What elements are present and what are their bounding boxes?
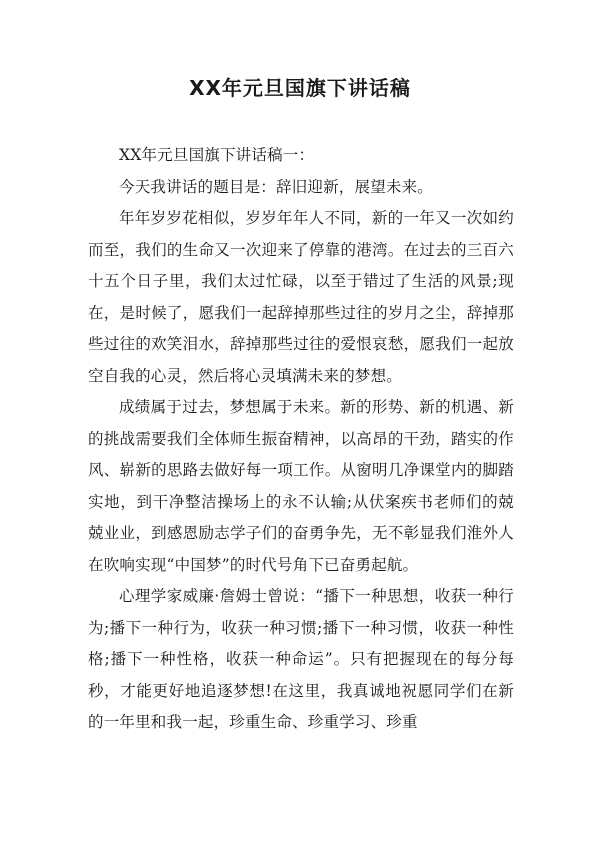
document-title: XX年元旦国旗下讲话稿 [189,76,411,100]
paragraph-body: 年年岁岁花相似，岁岁年年人不同，新的一年又一次如约而至，我们的生命又一次迎来了停靠的港湾。在过去的三百六十五个日子里，我们太过忙碌，以至于错过了生活的风景;现在，是时候了，愿我们一起辞掉那些过往的岁月之尘，辞掉那些过往的欢笑泪水，辞掉那些过往的爱恨哀愁，愿我们一起放空自我的心灵，然后将心灵填满未来的梦想。 [88,209,514,385]
paragraph-body: 心理学家威廉·詹姆士曾说：“播下一种思想，收获一种行为;播下一种行为，收获一种习惯;播下一种习惯，收获一种性格;播下一种性格，收获一种命运”。只有把握现在的每分每秒，才能更好地追逐梦想!在这里，我真诚地祝愿同学们在新的一年里和我一起，珍重生命、珍重学习、珍重 [88,587,514,731]
paragraph-heading: XX年元旦国旗下讲话稿一： [119,146,315,164]
paragraph-topic: 今天我讲话的题目是：辞旧迎新，展望未来。 [119,177,434,196]
document-body [88,140,514,739]
paragraph-body: 成绩属于过去，梦想属于未来。新的形势、新的机遇、新的挑战需要我们全体师生振奋精神，以高昂的干劲，踏实的作风、崭新的思路去做好每一项工作。从窗明几净课堂内的脚踏实地，到干净整洁操场上的永不认输;从伏案疾书老师们的兢兢业业，到感恩励志学子们的奋勇争先，无不彰显我们淮外人在吹响实现“中国梦”的时代号角下已奋勇起航。 [88,398,514,574]
